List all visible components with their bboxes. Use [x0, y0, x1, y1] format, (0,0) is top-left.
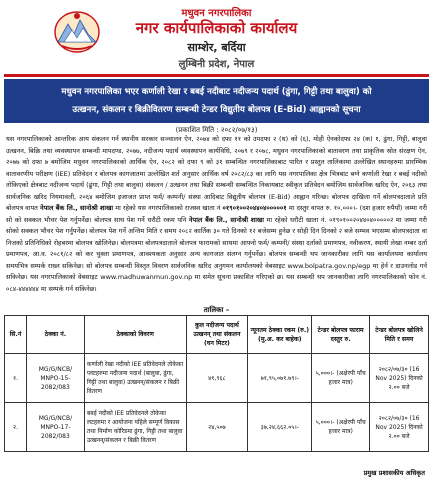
municipality-website-link[interactable]: www.madhuwanmun.gov.np: [100, 273, 193, 281]
minimum-amount: ३७,२४,६६२.०५।-: [248, 403, 312, 452]
body-paragraph-3-tail: मा समेत सूचना प्रकाशित गरिएको छ। यस सम्बन्धी थप जानकारीका लागि नगरपालिकाको फोन नं. ०८४-४४४४४४ मा सम्पर्क गर्न सकिनेछ।: [6, 273, 427, 293]
table-row: [5, 354, 429, 403]
column-header: सि.नं: [5, 316, 27, 354]
serial-number: २.: [5, 403, 27, 452]
letterhead: [0, 0, 433, 86]
total-volume: २४,५०७: [186, 403, 248, 452]
notice-title-banner: [4, 79, 429, 123]
total-volume: ४१,९६८: [186, 354, 248, 403]
column-header: ठेक्का नं.: [26, 316, 84, 354]
column-header: टेन्डर बोलपत्र खोलिने मिति र समय: [370, 316, 429, 354]
signatory-title: प्रमुख प्रशासकीय अधिकृत: [363, 469, 425, 477]
body-paragraph-3: मा रहेको धरौटी खाता नं. ०१९०१००२०४४०४०००००२ मा जम्मा गरी सोको सक्कल भौचर पेश गर्नुपर्नेछ। बोलपत्र पेश गर्ने अन्तिम मिति र समय २०८२ कार्तिक ३० गते दिनको १२ बजेसम्म हुनेछ र सोही दिन दिनको २ बजे सम्भव भएसम्म बोलपत्रदाता वा निजको प्रतिनिधिको रोहबरमा बोलपत्र खोलिनेछ। बोलपत्रमा बोलपत्रदाताले बोलपत्र फारामको साथमा आफ्नो फर्म/ कम्पनी/ संस्था दर्ताको प्रमाणपत्र, नवीकरण, स्थायी लेखा नम्बर दर्ता प्रमाणपत्र, आ.व. २०८१/८२ को कर चुक्ता प्रमाणपत्र, आवश्यकता अनुसार अन्य कागजात संलग्न गर्नुपर्नेछ। बोलपत्र सम्बन्धी थप जानकारीका लागि यस कार्यालयमा कार्यालय समयभित्र सम्पर्क राख्न सकिनेछ। सो बोलपत्र सम्बन्धी विस्तृत विवरण सार्वजनिक खरिद अनुगमन कार्यालयको वेबसाइट www.bolpatra.gov.np/egp मा हेर्न र डाउनलोड गर्न सकिनेछ। यस नगरपालिकाको वेबसाइट: [6, 215, 427, 281]
office-location: साम्शेर, बर्दिया: [187, 41, 246, 54]
published-date: (प्रकाशित मिति : २०८२/०७/१३): [175, 126, 258, 134]
header-divider: [4, 74, 429, 77]
tender-table: [4, 315, 429, 452]
contract-number: MG/G/NCB/ MNPO-17- 2082/083: [26, 403, 84, 452]
body-paragraph-2b: मा दस्तुर वापत रु. १०,०००।- (दश हजार रुपैयाँ) जम्मा गरी सो को सक्कल भौचर पेश गर्नुपर्नेछ। बोलपत्र साथ पेश गर्ने धरौटी रकम पनि: [6, 204, 427, 224]
table-caption: तालिका –: [203, 306, 230, 314]
contract-number: MG/G/NCB/ MNPO-15- 2082/083: [26, 354, 84, 403]
minimum-amount: ७१,९५,०७१.७९।-: [248, 354, 312, 403]
body-paragraph-1: यस नगरपालिकाको आन्तरिक आय संकलन गर्न स्थानीय सरकार सञ्चालन ऐन, २०७४ को दफा ११ को उपदफा २ (थ) को (६), मोही ऐनकोदफा २४ (क) १, ढुंगा, गिट्टी, बालुवा उत्खनन, बिक्रि तथा व्यवस्थापन सम्बन्धी मापदण्ड, २०७७, नदीजन्य पदार्थ व्यवस्थापन कार्यविधि, २०७९ र २०७८, मधुवन नगरपालिकाको बातावरण तथा प्राकृतिक स्रोत संरक्षण ऐन, २०७७ को दफा ७ बमोजिम मधुवन नगरपालिकाको आर्थिक ऐन, २०८२ को दफा ९ को ३१ सम्बन्धित नगरपालिकाबाट पारित र प्रस्तुत तालिकामा उल्लेखित स्थानहरुमा प्रारम्भिक वातावरणीय परीक्षण (IEE) प्रतिवेदन र बोलपत्र कागजातमा उल्लेखित शर्त अनुसार आर्थिक वर्ष २०८२/८३ का लागि यस नगरपालिका क्षेत्र भित्रबाट बग्ने कर्णाली रेखा र बबई नदीको तोकिएको क्षेत्रबाट नदीजन्य पदार्थ (ढुंगा, गिट्टी तथा बालुवा) संकलन / उत्खनन तथा बिक्री सम्बन्धी सम्बन्धित निकायबाट स्वीकृत प्रतिवेदन बमोजिम सार्वजनिक खरिद ऐन, २०६३ तथा सार्वजनिक खरिद नियमावली, २०६४ बमोजिम इजाजत प्राप्त फर्म/ कम्पनी/ संस्था आदिबाट विद्युतीय बोलपत्र (E-Bid) आह्वान गरिन्छ। बोलपत्र दाखिला गर्ने बोलपत्रदाताले प्रति बोलपत्र वापत: [6, 135, 427, 212]
column-header: न्यूनतम ठेक्का रकम (रु.) (मु.अ. कर बाहेक): [248, 316, 312, 354]
bank-name-1: नेपाल बैंक लि., सानोश्री शाखा: [40, 204, 114, 212]
serial-number: १.: [5, 354, 27, 403]
column-header: कुल नदीजन्य पदार्थ उत्खनन् तथा संकलन (घन मिटर): [186, 316, 248, 354]
bank-name-2: नेपाल बैंक लि., सानोश्री शाखा: [188, 215, 264, 224]
municipality-name: मधुवन नगरपालिका: [181, 8, 252, 19]
contract-description: बबई नदीको IEE प्रतिवेदनले तोकेका लटहरुमा र आयोजना पहिले सम्पूर्ण विकास तथा निर्माण कोरिडमा ढुंगा, गिट्टी तथा बालुवा उत्खनन्/संकलन र बिक्री वितरण: [84, 403, 186, 452]
notice-title-line2: उत्खनन, संकलन र बिक्रीवितरण सम्बन्धी टेन्डर विद्युतीय बोलपत्र (E-Bid) आह्वानको सूचना: [72, 105, 361, 115]
table-row: [5, 403, 429, 452]
opening-date: २०८२/०७/३० (16 Nov 2025) दिनको २.०० बजे: [370, 403, 429, 452]
column-header: टेन्डर बोलपत्र फाराम दस्तुर रु.: [312, 316, 370, 354]
form-fee: ५,०००।- (अक्षेरपी पाँच हजार मात्र): [312, 403, 370, 452]
table-header-row: [5, 316, 429, 354]
form-fee: ५,०००।- (अक्षेरपी पाँच हजार मात्र): [312, 354, 370, 403]
notice-title-line1: मधुवन नगरपालिका भएर कर्णाली रेखा र बबई नदीबाट नदीजन्य पदार्थ (ढुंगा, गिट्टी तथा बालुवा) को: [61, 87, 372, 97]
contract-description: कर्णाली रेखा नदीको IEE प्रतिवेदनले तोकेका प्लटहरुमा नदीजन्य पदार्थ (बालुवा, ढुंगा, गिट्टी तथा बालुवा) उत्खनन्/संकलन र बिक्री वितरण: [84, 354, 186, 403]
revenue-account-number: ०१९०१००२०४४०४०००००१: [222, 204, 287, 212]
office-name: नगर कार्यपालिकाको कार्यालय: [135, 19, 298, 37]
body-paragraph-2: मा रहेको यस नगरपालिकाको राजस्व खाता नं: [115, 204, 221, 212]
opening-date: २०८२/०७/३० (16 Nov 2025) दिनको २.०० बजे: [370, 354, 429, 403]
column-header: ठेक्काको विवरण: [84, 316, 186, 354]
notice-body: [6, 134, 427, 295]
province-name: लुम्बिनी प्रदेश, नेपाल: [178, 59, 255, 70]
